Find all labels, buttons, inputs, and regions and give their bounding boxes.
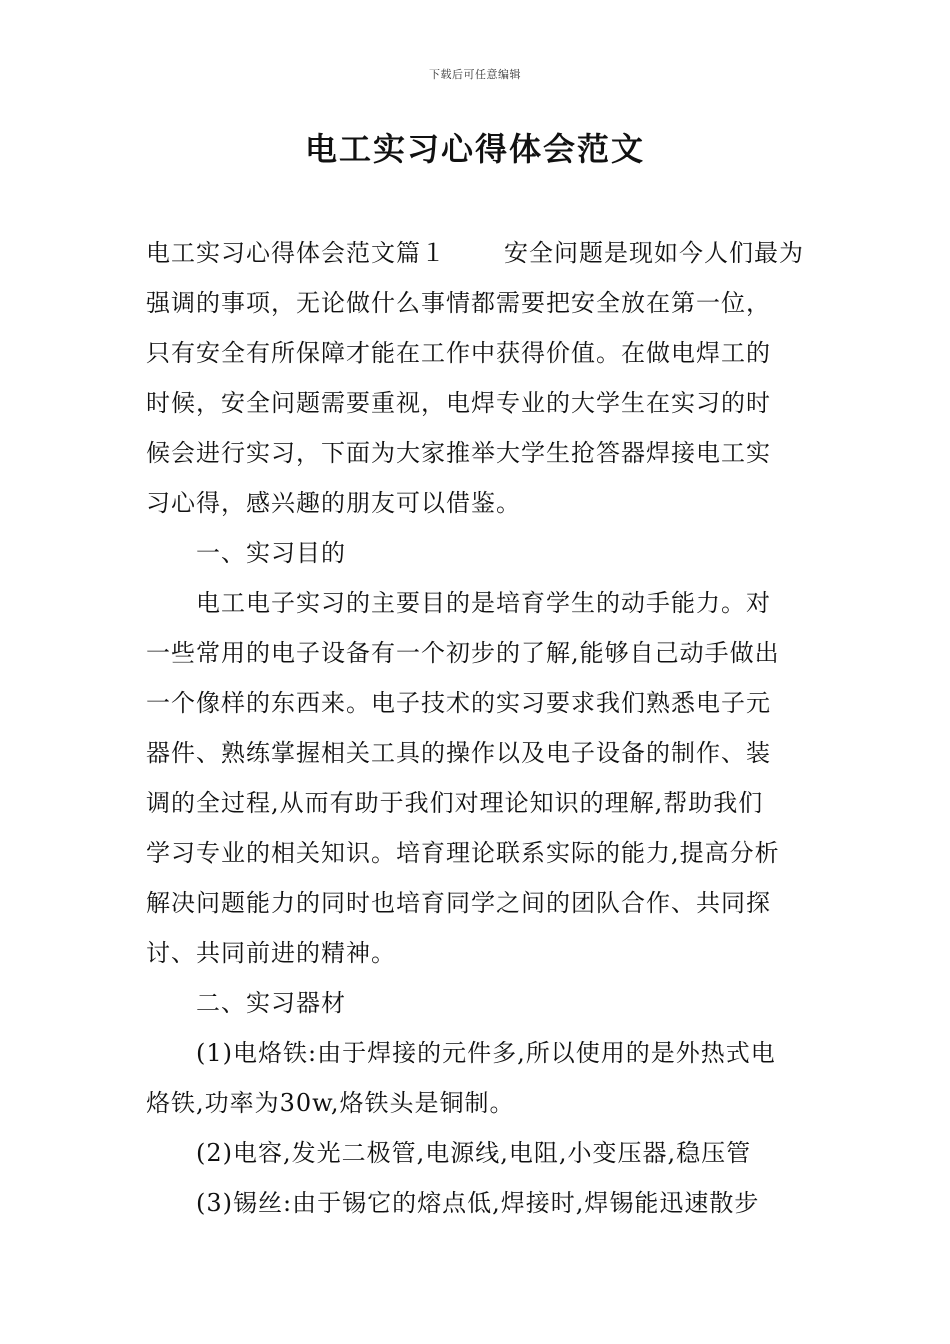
intro-line: 时候，安全问题需要重视，电焊专业的大学生在实习的时 [146, 389, 771, 417]
intro-line: 强调的事项，无论做什么事情都需要把安全放在第一位， [146, 289, 771, 317]
purpose-line: 器件、熟练掌握相关工具的操作以及电子设备的制作、装 [146, 739, 771, 767]
intro-first-text: 安全问题是现如今人们最为 [504, 239, 804, 267]
purpose-line: 调的全过程,从而有助于我们对理论知识的理解,帮助我们 [146, 789, 764, 817]
header-note: 下载后可任意编辑 [429, 68, 521, 81]
document-title: 电工实习心得体会范文 [304, 130, 645, 168]
intro-line: 只有安全有所保障才能在工作中获得价值。在做电焊工的 [146, 339, 771, 367]
equipment-item-3: (3)锡丝:由于锡它的熔点低,焊接时,焊锡能迅速散步 [196, 1189, 760, 1217]
equipment-item-1-line: (1)电烙铁:由于焊接的元件多,所以使用的是外热式电 [196, 1039, 776, 1067]
equipment-item-1-line: 烙铁,功率为30w,烙铁头是铜制。 [146, 1089, 515, 1117]
purpose-line: 学习专业的相关知识。培育理论联系实际的能力,提高分析 [146, 839, 780, 867]
purpose-line: 电工电子实习的主要目的是培育学生的动手能力。对 [196, 589, 771, 617]
intro-line: 候会进行实习，下面为大家推举大学生抢答器焊接电工实 [146, 439, 771, 467]
purpose-line: 一些常用的电子设备有一个初步的了解,能够自己动手做出 [146, 639, 780, 667]
equipment-item-2: (2)电容,发光二极管,电源线,电阻,小变压器,稳压管 [196, 1139, 752, 1167]
purpose-line: 讨、共同前进的精神。 [146, 939, 396, 967]
intro-first-line [146, 228, 810, 278]
section-heading-equipment: 二、实习器材 [196, 989, 346, 1017]
intro-label: 电工实习心得体会范文篇１ [146, 239, 446, 267]
purpose-line: 解决问题能力的同时也培育同学之间的团队合作、共同探 [146, 889, 771, 917]
document-body [146, 228, 810, 1228]
intro-line: 习心得，感兴趣的朋友可以借鉴。 [146, 489, 521, 517]
section-heading-purpose: 一、实习目的 [196, 539, 346, 567]
purpose-line: 一个像样的东西来。电子技术的实习要求我们熟悉电子元 [146, 689, 771, 717]
